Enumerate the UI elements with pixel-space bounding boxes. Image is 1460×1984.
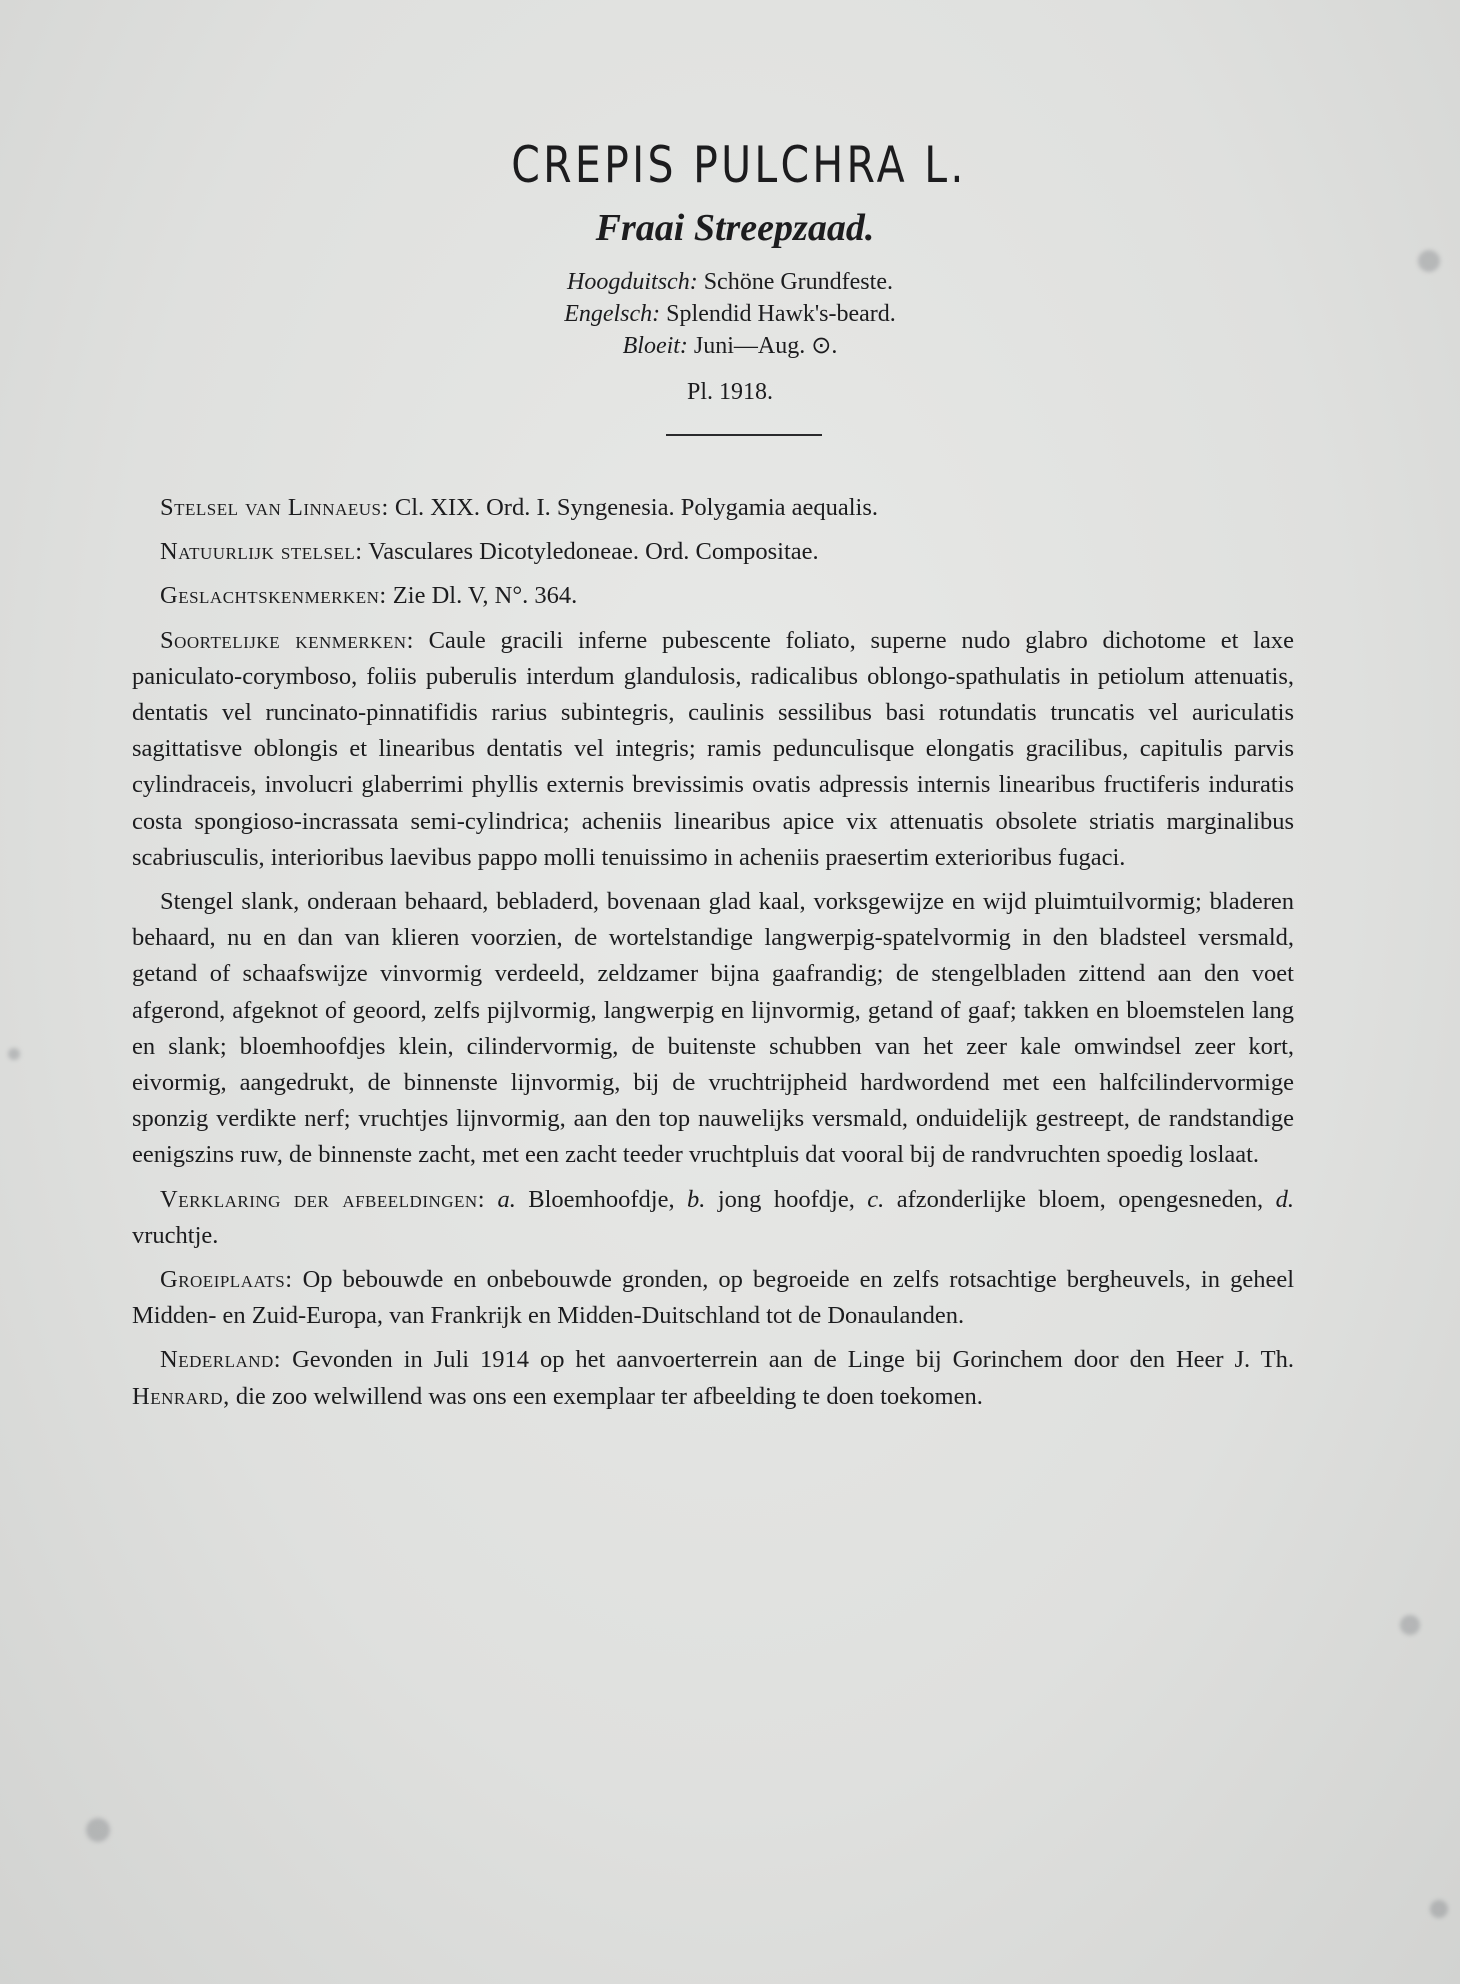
geslacht-paragraph xyxy=(132,578,1294,614)
paper-stain xyxy=(86,1818,110,1842)
plate-number: Pl. 1918. xyxy=(686,379,773,405)
geslacht-label: Geslachtskenmerken: xyxy=(160,582,387,610)
verklaring-a-text: Bloemhoofdje, xyxy=(528,1185,675,1213)
hoogduitsch-line xyxy=(0,266,1460,298)
verklaring-a: a. xyxy=(497,1185,516,1213)
stelsel-text: Cl. XIX. Ord. I. Syngenesia. Polygamia aequalis. xyxy=(394,494,879,521)
groei-text: Op bebouwde en onbebouwde gronden, op begroeide en zelfs rotsachtige bergheuvels, in geheel Midden- en Zuid-Europa, van Frankrijk en Midden-Duitschland tot de Donaulanden. xyxy=(132,1266,1294,1330)
hoogduitsch-value: Schöne Grundfeste. xyxy=(703,269,893,295)
stelsel-label: Stelsel van Linnaeus: xyxy=(160,494,389,521)
verklaring-paragraph xyxy=(132,1182,1294,1254)
divider xyxy=(666,434,822,436)
soort-paragraph xyxy=(132,623,1294,876)
natuurlijk-label: Natuurlijk stelsel: xyxy=(160,538,363,566)
verklaring-c-text: afzonderlijke bloem, opengesneden, xyxy=(896,1185,1264,1213)
soort-text: Caule gracili inferne pubescente foliato, superne nudo glabro dichotome et laxe paniculato-corymboso, foliis puberulis interdum glandulosis, radicalibus oblongo-spathulatis in petiolum attenuatis, dentatis vel runcinato-pinnatifidis rarius subintegris, caulinis sessilibus basi rotundatis truncatis vel auriculatis sagittatisve oblongis et linearibus dentatis vel integris; ramis pedunculisque elongatis gracilibus, capitulis parvis cylindraceis, involucri glaberrimi phyllis externis brevissimis ovatis adpressis internis linearibus fructiferis induratis costa spongioso-incrassata semi-cylindrica; acheniis linearibus apice vix attenuatis obsolete striatis marginalibus scabriusculis, interioribus laevibus pappo molli tenuissimo in acheniis praesertim exterioribus fugaci. xyxy=(132,626,1294,871)
geslacht-text: Zie Dl. V, N°. 364. xyxy=(392,582,578,610)
groei-paragraph xyxy=(132,1262,1294,1334)
bloeit-line xyxy=(0,330,1460,362)
body-text xyxy=(132,490,1294,1423)
verklaring-b-text: jong hoofdje, xyxy=(717,1185,855,1213)
nederland-text-1: Gevonden in Juli 1914 op het aanvoerterrein aan de Linge bij Gorinchem door den Heer J. Th. xyxy=(292,1346,1295,1374)
verklaring-d-text: vruchtje. xyxy=(132,1221,219,1249)
groei-label: Groeiplaats: xyxy=(160,1266,293,1294)
nederland-name: Henrard, xyxy=(132,1382,230,1410)
hoogduitsch-label: Hoogduitsch: xyxy=(567,269,698,295)
verklaring-c: c. xyxy=(867,1185,885,1213)
page-header xyxy=(0,130,1460,436)
paper-stain xyxy=(1430,1900,1448,1918)
verklaring-label: Verklaring der afbeeldingen: xyxy=(160,1185,485,1213)
bloeit-label: Bloeit: xyxy=(622,333,688,359)
natuurlijk-text: Vasculares Dicotyledoneae. Ord. Compositae. xyxy=(368,538,819,566)
dutch-name: Fraai Streepzaad. xyxy=(595,207,875,249)
engelsch-label: Engelsch: xyxy=(564,301,661,327)
page-title: CREPIS PULCHRA L. xyxy=(511,136,967,194)
nederland-label: Nederland: xyxy=(160,1346,282,1374)
nederland-paragraph xyxy=(132,1342,1294,1414)
bloeit-value: Juni—Aug. ⊙. xyxy=(693,333,838,359)
engelsch-line xyxy=(0,298,1460,330)
nederland-text-2: die zoo welwillend was ons een exemplaar ter afbeelding te doen toekomen. xyxy=(235,1382,983,1410)
engelsch-value: Splendid Hawk's-beard. xyxy=(666,301,896,327)
stelsel-paragraph xyxy=(132,490,1294,526)
natuurlijk-paragraph xyxy=(132,534,1294,570)
verklaring-d: d. xyxy=(1275,1185,1294,1213)
dutch-description: Stengel slank, onderaan behaard, bebladerd, bovenaan glad kaal, vorksgewijze en wijd pluimtuilvormig; bladeren behaard, nu en dan van klieren voorzien, de wortelstandige langwerpig-spatelvormig in den bladsteel versmald, getand of schaafswijze vinvormig verdeeld, zeldzamer bijna gaafrandig; de stengelbladen zittend aan den voet afgerond, afgeknot of geoord, zelfs pijlvormig, langwerpig en lijnvormig, getand of gaaf; takken en bloemstelen lang en slank; bloemhoofdjes klein, cilindervormig, de buitenste schubben van het zeer kale omwindsel zeer kort, eivormig, aangedrukt, de binnenste lijnvormig, bij de vruchtrijpheid hardwordend met een halfcilindervormige sponzig verdikte nerf; vruchtjes lijnvormig, aan den top nauwelijks versmald, onduidelijk gestreept, de randstandige eenigszins ruw, de binnenste zacht, met een zacht teeder vruchtpluis dat vooral bij de randvruchten spoedig loslaat. xyxy=(132,888,1294,1169)
verklaring-b: b. xyxy=(687,1185,706,1213)
paper-stain xyxy=(8,1048,20,1060)
soort-label: Soortelijke kenmerken: xyxy=(160,626,414,654)
paper-stain xyxy=(1400,1615,1420,1635)
